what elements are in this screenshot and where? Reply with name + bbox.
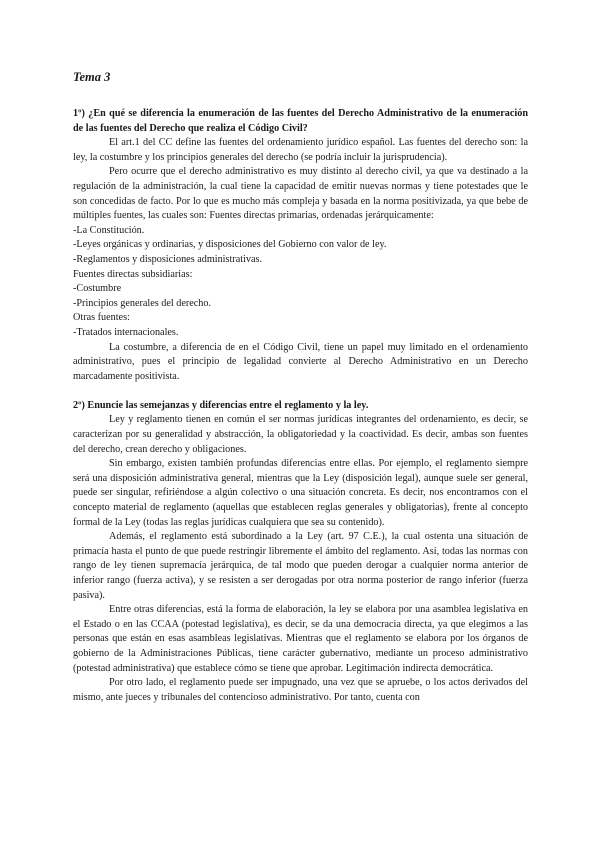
q1-paragraph-3: La costumbre, a diferencia de en el Código Civil, tiene un papel muy limitado en el ordenamiento administrativo, pues el principio de legalidad convierte al Derecho Administrativo en un Derecho marcadamente positivista. bbox=[73, 341, 528, 382]
list-item: -Tratados internacionales. bbox=[73, 326, 179, 338]
list-item: -Costumbre bbox=[73, 283, 122, 295]
section-spacer bbox=[73, 384, 528, 399]
list-item: -Principios generales del derecho. bbox=[73, 297, 212, 309]
list-heading: Otras fuentes: bbox=[73, 312, 130, 324]
q2-paragraph-4: Entre otras diferencias, está la forma de elaboración, la ley se elabora por una asamblea legislativa en el Estado o en las CCAA (potestad legislativa), es decir, se da una democracia directa, ya que elegimos a las personas que están en esas asambleas legislativas. Mientras que el reglamento se elabora por los órganos de gobierno de la Administraciones Públicas, tiene carácter gubernativo, mediante un proceso administrativo (potestad administrativa) que establece cómo se tiene que aprobar. Legitimación indirecta democrática. bbox=[73, 604, 528, 674]
q2-paragraph-1: Ley y reglamento tienen en común el ser normas jurídicas integrantes del ordenamiento, es decir, se caracterizan por su generalidad y abstracción, la obligatoriedad y la coactividad. Es decir, ambas son fuentes del derecho, crean derecho y obligaciones. bbox=[73, 414, 528, 455]
q1-paragraph-1: El art.1 del CC define las fuentes del ordenamiento jurídico español. Las fuentes del derecho son: la ley, la costumbre y los principios generales del derecho (se podría incluir la jurisprudencia). bbox=[73, 137, 528, 163]
list-item: -Leyes orgánicas y ordinarias, y disposiciones del Gobierno con valor de ley. bbox=[73, 239, 387, 251]
q2-paragraph-5: Por otro lado, el reglamento puede ser impugnado, una vez que se apruebe, o los actos derivados del mismo, ante jueces y tribunales del contencioso administrativo. Por tanto, cuenta con bbox=[73, 677, 528, 703]
question-2-title: 2º) Enuncie las semejanzas y diferencias entre el reglamento y la ley. bbox=[73, 399, 369, 411]
list-item: -Reglamentos y disposiciones administrativas. bbox=[73, 253, 263, 265]
q2-paragraph-3: Además, el reglamento está subordinado a la Ley (art. 97 C.E.), la cual ostenta una situación de primacía hasta el punto de que puede restringir libremente el ámbito del reglamento. Así, todas las normas con rango de ley tienen supremacía jerárquica, de tal modo que pueden derogar a cualquier norma anterior de inferior rango (fuerza activa), y se resisten a ser derogadas por otra norma posterior de rango inferior (fuerza pasiva). bbox=[73, 531, 528, 601]
list-item: -La Constitución. bbox=[73, 224, 145, 236]
list-heading: Fuentes directas subsidiarias: bbox=[73, 268, 193, 280]
page-title: Tema 3 bbox=[73, 70, 111, 84]
q1-paragraph-2: Pero ocurre que el derecho administrativo es muy distinto al derecho civil, ya que va destinado a la regulación de la administración, la cual tiene la capacidad de emitir nuevas normas y tiene potestades que le son concedidas de facto. Por lo que es mucho más compleja y basada en la norma positivizada, ya que bebe de múltiples fuentes, las cuales son: Fuentes directas primarias, ordenadas jerárquicamente: bbox=[73, 166, 528, 222]
question-1-title: 1º) ¿En qué se diferencia la enumeración de las fuentes del Derecho Administrativo de la enumeración de las fuentes del Derecho que realiza el Código Civil? bbox=[73, 108, 528, 134]
q2-paragraph-2: Sin embargo, existen también profundas diferencias entre ellas. Por ejemplo, el reglamento siempre será una disposición administrativa general, mientras que la Ley (disposición legal), aunque suele ser general, puede ser singular, refiriéndose a algún colectivo o una situación concreta. Es decir, nos encontramos con el concepto material de reglamento (aquellas que establecen reglas generales y obligatorias), frente al concepto formal de la Ley (todas las reglas jurídicas cualquiera que sea su contenido). bbox=[73, 458, 528, 528]
